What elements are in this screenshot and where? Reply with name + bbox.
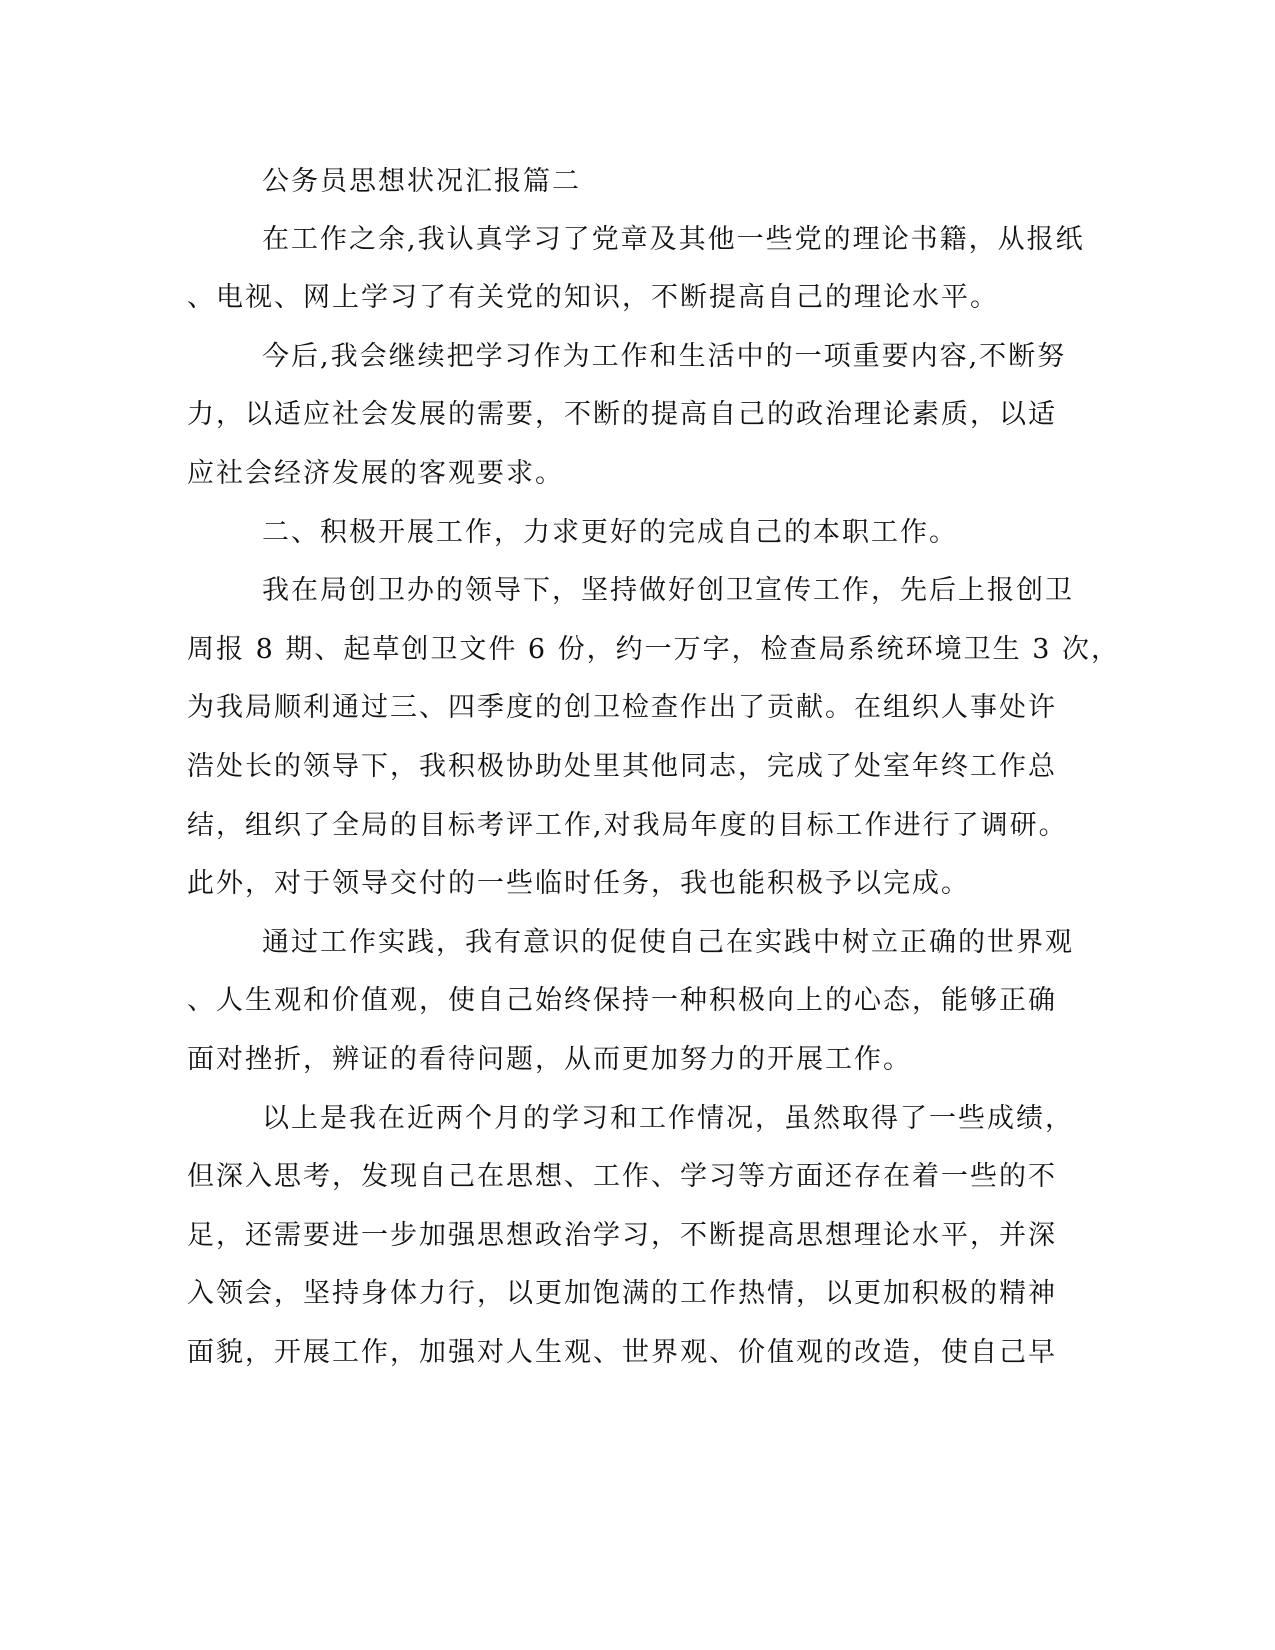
paragraph-5-line-3: 足，还需要进一步加强思想政治学习，不断提高思想理论水平，并深: [187, 1220, 1057, 1251]
paragraph-3-line-5: 结，组织了全局的目标考评工作,对我局年度的目标工作进行了调研。: [187, 810, 1068, 841]
document-title: 公务员思想状况汇报篇二: [262, 166, 581, 197]
paragraph-3-line-6: 此外，对于领导交付的一些临时任务，我也能积极予以完成。: [187, 868, 970, 899]
paragraph-2-line-1: 今后,我会继续把学习作为工作和生活中的一项重要内容,不断努: [262, 341, 1067, 372]
paragraph-1-line-1: 在工作之余,我认真学习了党章及其他一些党的理论书籍，从报纸: [262, 224, 1085, 255]
paragraph-4-line-2: 、人生观和价值观，使自己始终保持一种积极向上的心态，能够正确: [187, 985, 1057, 1016]
paragraph-3-line-2: 周报 8 期、起草创卫文件 6 份，约一万字，检查局系统环境卫生 3 次，: [187, 634, 1121, 665]
paragraph-2-line-2: 力，以适应社会发展的需要，不断的提高自己的政治理论素质，以适: [187, 399, 1057, 430]
paragraph-4-line-3: 面对挫折，辨证的看待问题，从而更加努力的开展工作。: [187, 1044, 912, 1075]
paragraph-3-line-3: 为我局顺利通过三、四季度的创卫检查作出了贡献。在组织人事处许: [187, 692, 1057, 723]
paragraph-5-line-1: 以上是我在近两个月的学习和工作情况，虽然取得了一些成绩，: [262, 1103, 1074, 1134]
paragraph-5-line-5: 面貌，开展工作，加强对人生观、世界观、价值观的改造，使自己早: [187, 1337, 1057, 1368]
paragraph-3-line-4: 浩处长的领导下，我积极协助处里其他同志，完成了处室年终工作总: [187, 751, 1057, 782]
section-heading: 二、积极开展工作，力求更好的完成自己的本职工作。: [262, 517, 958, 548]
paragraph-4-line-1: 通过工作实践，我有意识的促使自己在实践中树立正确的世界观: [262, 927, 1074, 958]
paragraph-2-line-3: 应社会经济发展的客观要求。: [187, 458, 564, 489]
paragraph-3-line-1: 我在局创卫办的领导下，坚持做好创卫宣传工作，先后上报创卫: [262, 575, 1074, 606]
paragraph-5-line-2: 但深入思考，发现自己在思想、工作、学习等方面还存在着一些的不: [187, 1161, 1057, 1192]
paragraph-5-line-4: 入领会，坚持身体力行，以更加饱满的工作热情，以更加积极的精神: [187, 1278, 1057, 1309]
paragraph-1-line-2: 、电视、网上学习了有关党的知识，不断提高自己的理论水平。: [187, 282, 999, 313]
